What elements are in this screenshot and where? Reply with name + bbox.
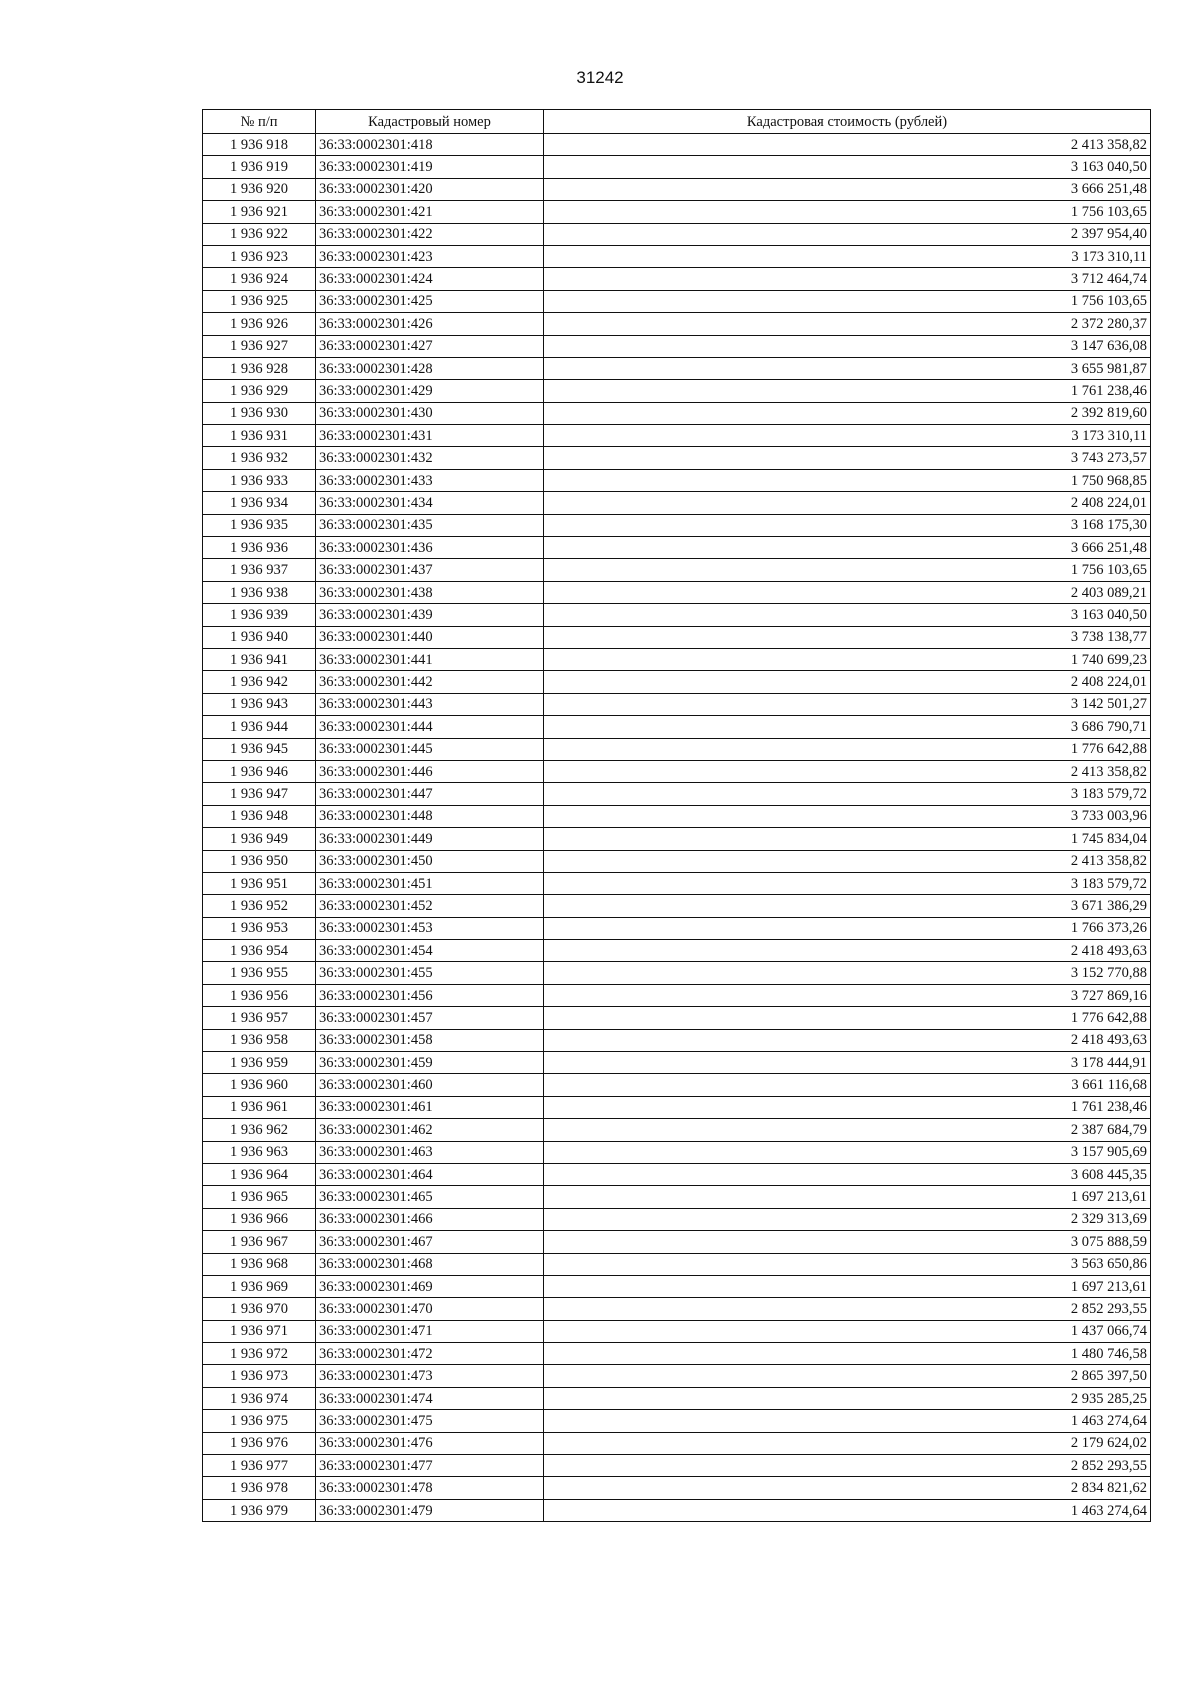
cadastral-number: 36:33:0002301:436 [316,537,544,559]
table-row [203,940,1151,962]
table-row [203,1074,1151,1096]
cadastral-value: 3 743 273,57 [544,447,1151,469]
row-number: 1 936 945 [203,738,316,760]
cadastral-number: 36:33:0002301:458 [316,1029,544,1051]
cadastral-value: 3 686 790,71 [544,716,1151,738]
cadastral-value: 3 183 579,72 [544,872,1151,894]
row-number: 1 936 973 [203,1365,316,1387]
cadastral-number: 36:33:0002301:472 [316,1343,544,1365]
cadastral-value: 3 666 251,48 [544,537,1151,559]
header-row [203,110,1151,134]
cadastral-value: 3 163 040,50 [544,604,1151,626]
table-row [203,1387,1151,1409]
cadastral-value: 3 075 888,59 [544,1231,1151,1253]
table-row [203,156,1151,178]
cadastral-number: 36:33:0002301:441 [316,648,544,670]
row-number: 1 936 932 [203,447,316,469]
cadastral-number: 36:33:0002301:433 [316,469,544,491]
row-number: 1 936 967 [203,1231,316,1253]
cadastral-value: 2 403 089,21 [544,581,1151,603]
row-number: 1 936 957 [203,1007,316,1029]
table-row [203,805,1151,827]
cadastral-number: 36:33:0002301:424 [316,268,544,290]
cadastral-number: 36:33:0002301:450 [316,850,544,872]
table-row [203,604,1151,626]
table-row [203,738,1151,760]
cadastral-value: 2 935 285,25 [544,1387,1151,1409]
table-row [203,648,1151,670]
table-row [203,1343,1151,1365]
row-number: 1 936 926 [203,313,316,335]
row-number: 1 936 929 [203,380,316,402]
row-number: 1 936 923 [203,245,316,267]
table-row [203,380,1151,402]
row-number: 1 936 939 [203,604,316,626]
row-number: 1 936 962 [203,1119,316,1141]
table-row [203,693,1151,715]
cadastral-number: 36:33:0002301:426 [316,313,544,335]
table-row [203,962,1151,984]
cadastral-number: 36:33:0002301:477 [316,1455,544,1477]
cadastral-value: 1 756 103,65 [544,290,1151,312]
cadastral-value: 3 168 175,30 [544,514,1151,536]
row-number: 1 936 959 [203,1052,316,1074]
table-row [203,1275,1151,1297]
row-number: 1 936 924 [203,268,316,290]
table-row [203,514,1151,536]
cadastral-number: 36:33:0002301:463 [316,1141,544,1163]
row-number: 1 936 941 [203,648,316,670]
table-row [203,223,1151,245]
table-row [203,1298,1151,1320]
cadastral-number: 36:33:0002301:425 [316,290,544,312]
row-number: 1 936 954 [203,940,316,962]
cadastral-value: 2 413 358,82 [544,760,1151,782]
table-row [203,760,1151,782]
cadastral-number: 36:33:0002301:419 [316,156,544,178]
cadastral-value: 3 738 138,77 [544,626,1151,648]
table-row [203,1231,1151,1253]
row-number: 1 936 966 [203,1208,316,1230]
row-number: 1 936 977 [203,1455,316,1477]
cadastral-number: 36:33:0002301:475 [316,1410,544,1432]
cadastral-value: 2 852 293,55 [544,1298,1151,1320]
cadastral-number: 36:33:0002301:430 [316,402,544,424]
cadastral-number: 36:33:0002301:432 [316,447,544,469]
table-row [203,626,1151,648]
cadastral-value: 1 463 274,64 [544,1499,1151,1521]
cadastral-value: 1 776 642,88 [544,738,1151,760]
row-number: 1 936 978 [203,1477,316,1499]
table-row [203,1029,1151,1051]
cadastral-value: 2 329 313,69 [544,1208,1151,1230]
cadastral-value: 1 740 699,23 [544,648,1151,670]
table-row [203,1052,1151,1074]
cadastral-value: 2 834 821,62 [544,1477,1151,1499]
cadastral-value: 1 480 746,58 [544,1343,1151,1365]
cadastral-number: 36:33:0002301:439 [316,604,544,626]
row-number: 1 936 956 [203,984,316,1006]
cadastral-value: 3 727 869,16 [544,984,1151,1006]
cadastral-number: 36:33:0002301:457 [316,1007,544,1029]
cadastral-value: 2 408 224,01 [544,671,1151,693]
table-row [203,1253,1151,1275]
cadastral-number: 36:33:0002301:435 [316,514,544,536]
cadastral-number: 36:33:0002301:468 [316,1253,544,1275]
cadastral-number: 36:33:0002301:423 [316,245,544,267]
table-row [203,671,1151,693]
table-row [203,1365,1151,1387]
cadastral-number: 36:33:0002301:464 [316,1163,544,1185]
row-number: 1 936 919 [203,156,316,178]
cadastral-value: 3 671 386,29 [544,895,1151,917]
cadastral-number: 36:33:0002301:456 [316,984,544,1006]
row-number: 1 936 961 [203,1096,316,1118]
table-row [203,984,1151,1006]
table-row [203,559,1151,581]
column-header-number: № п/п [203,110,316,134]
table-row [203,1455,1151,1477]
row-number: 1 936 934 [203,492,316,514]
cadastral-value: 2 372 280,37 [544,313,1151,335]
table-row [203,1320,1151,1342]
row-number: 1 936 947 [203,783,316,805]
row-number: 1 936 928 [203,357,316,379]
cadastral-number: 36:33:0002301:443 [316,693,544,715]
table-row [203,1096,1151,1118]
table-row [203,245,1151,267]
row-number: 1 936 958 [203,1029,316,1051]
table-row [203,1499,1151,1521]
row-number: 1 936 955 [203,962,316,984]
table-row [203,872,1151,894]
table-row [203,1141,1151,1163]
cadastral-number: 36:33:0002301:460 [316,1074,544,1096]
row-number: 1 936 931 [203,425,316,447]
table-row [203,828,1151,850]
cadastral-value-table [202,109,1151,1522]
row-number: 1 936 942 [203,671,316,693]
row-number: 1 936 937 [203,559,316,581]
cadastral-value: 3 666 251,48 [544,178,1151,200]
cadastral-value: 3 163 040,50 [544,156,1151,178]
column-header-cadastral-value: Кадастровая стоимость (рублей) [544,110,1151,134]
page-number: 31242 [576,68,624,87]
row-number: 1 936 925 [203,290,316,312]
row-number: 1 936 975 [203,1410,316,1432]
cadastral-number: 36:33:0002301:479 [316,1499,544,1521]
row-number: 1 936 963 [203,1141,316,1163]
cadastral-number: 36:33:0002301:447 [316,783,544,805]
cadastral-value: 1 756 103,65 [544,201,1151,223]
row-number: 1 936 974 [203,1387,316,1409]
cadastral-value: 1 776 642,88 [544,1007,1151,1029]
table-row [203,290,1151,312]
cadastral-number: 36:33:0002301:471 [316,1320,544,1342]
table-row [203,469,1151,491]
cadastral-number: 36:33:0002301:465 [316,1186,544,1208]
row-number: 1 936 927 [203,335,316,357]
cadastral-number: 36:33:0002301:429 [316,380,544,402]
cadastral-value: 3 183 579,72 [544,783,1151,805]
cadastral-value: 2 418 493,63 [544,940,1151,962]
cadastral-number: 36:33:0002301:476 [316,1432,544,1454]
cadastral-number: 36:33:0002301:451 [316,872,544,894]
cadastral-number: 36:33:0002301:421 [316,201,544,223]
cadastral-number: 36:33:0002301:448 [316,805,544,827]
row-number: 1 936 918 [203,134,316,156]
cadastral-number: 36:33:0002301:453 [316,917,544,939]
cadastral-value: 3 655 981,87 [544,357,1151,379]
cadastral-number: 36:33:0002301:470 [316,1298,544,1320]
cadastral-value: 3 563 650,86 [544,1253,1151,1275]
cadastral-number: 36:33:0002301:449 [316,828,544,850]
cadastral-value: 2 387 684,79 [544,1119,1151,1141]
row-number: 1 936 920 [203,178,316,200]
table-row [203,1477,1151,1499]
cadastral-number: 36:33:0002301:428 [316,357,544,379]
cadastral-value: 2 392 819,60 [544,402,1151,424]
row-number: 1 936 943 [203,693,316,715]
row-number: 1 936 940 [203,626,316,648]
table-row [203,895,1151,917]
cadastral-number: 36:33:0002301:431 [316,425,544,447]
table-row [203,1208,1151,1230]
row-number: 1 936 952 [203,895,316,917]
cadastral-value: 3 147 636,08 [544,335,1151,357]
table-row [203,268,1151,290]
cadastral-value: 1 745 834,04 [544,828,1151,850]
row-number: 1 936 948 [203,805,316,827]
table-row [203,402,1151,424]
table-row [203,1432,1151,1454]
cadastral-value: 2 413 358,82 [544,850,1151,872]
row-number: 1 936 922 [203,223,316,245]
cadastral-number: 36:33:0002301:469 [316,1275,544,1297]
table-header [203,110,1151,134]
cadastral-number: 36:33:0002301:455 [316,962,544,984]
cadastral-number: 36:33:0002301:478 [316,1477,544,1499]
cadastral-value: 1 761 238,46 [544,380,1151,402]
cadastral-number: 36:33:0002301:466 [316,1208,544,1230]
cadastral-value: 1 697 213,61 [544,1275,1151,1297]
row-number: 1 936 935 [203,514,316,536]
cadastral-value: 1 750 968,85 [544,469,1151,491]
table-row [203,581,1151,603]
row-number: 1 936 951 [203,872,316,894]
cadastral-number: 36:33:0002301:444 [316,716,544,738]
cadastral-value: 2 418 493,63 [544,1029,1151,1051]
row-number: 1 936 921 [203,201,316,223]
row-number: 1 936 946 [203,760,316,782]
table-row [203,335,1151,357]
row-number: 1 936 972 [203,1343,316,1365]
cadastral-value: 3 142 501,27 [544,693,1151,715]
row-number: 1 936 936 [203,537,316,559]
cadastral-value: 1 766 373,26 [544,917,1151,939]
table-row [203,1119,1151,1141]
cadastral-value: 1 463 274,64 [544,1410,1151,1432]
cadastral-number: 36:33:0002301:442 [316,671,544,693]
row-number: 1 936 979 [203,1499,316,1521]
row-number: 1 936 953 [203,917,316,939]
row-number: 1 936 968 [203,1253,316,1275]
row-number: 1 936 965 [203,1186,316,1208]
cadastral-number: 36:33:0002301:427 [316,335,544,357]
table-row [203,716,1151,738]
row-number: 1 936 938 [203,581,316,603]
table-row [203,357,1151,379]
cadastral-value: 3 733 003,96 [544,805,1151,827]
cadastral-value: 1 761 238,46 [544,1096,1151,1118]
table-row [203,1163,1151,1185]
cadastral-number: 36:33:0002301:418 [316,134,544,156]
cadastral-value: 3 173 310,11 [544,245,1151,267]
cadastral-value: 2 179 624,02 [544,1432,1151,1454]
row-number: 1 936 930 [203,402,316,424]
cadastral-value: 3 173 310,11 [544,425,1151,447]
table-row [203,537,1151,559]
cadastral-value: 2 408 224,01 [544,492,1151,514]
cadastral-number: 36:33:0002301:434 [316,492,544,514]
cadastral-value: 3 178 444,91 [544,1052,1151,1074]
row-number: 1 936 949 [203,828,316,850]
row-number: 1 936 944 [203,716,316,738]
cadastral-value: 3 712 464,74 [544,268,1151,290]
cadastral-number: 36:33:0002301:438 [316,581,544,603]
cadastral-value: 2 852 293,55 [544,1455,1151,1477]
table-row [203,201,1151,223]
cadastral-value: 2 397 954,40 [544,223,1151,245]
row-number: 1 936 971 [203,1320,316,1342]
cadastral-number: 36:33:0002301:420 [316,178,544,200]
cadastral-value: 3 157 905,69 [544,1141,1151,1163]
cadastral-value: 2 865 397,50 [544,1365,1151,1387]
cadastral-number: 36:33:0002301:452 [316,895,544,917]
row-number: 1 936 970 [203,1298,316,1320]
cadastral-number: 36:33:0002301:461 [316,1096,544,1118]
row-number: 1 936 969 [203,1275,316,1297]
table-row [203,1186,1151,1208]
cadastral-value: 3 608 445,35 [544,1163,1151,1185]
cadastral-number: 36:33:0002301:473 [316,1365,544,1387]
cadastral-value: 1 437 066,74 [544,1320,1151,1342]
row-number: 1 936 960 [203,1074,316,1096]
cadastral-number: 36:33:0002301:446 [316,760,544,782]
cadastral-number: 36:33:0002301:462 [316,1119,544,1141]
row-number: 1 936 964 [203,1163,316,1185]
cadastral-number: 36:33:0002301:437 [316,559,544,581]
cadastral-value: 3 661 116,68 [544,1074,1151,1096]
cadastral-number: 36:33:0002301:467 [316,1231,544,1253]
row-number: 1 936 933 [203,469,316,491]
table-row [203,850,1151,872]
cadastral-number: 36:33:0002301:445 [316,738,544,760]
cadastral-value: 1 697 213,61 [544,1186,1151,1208]
cadastral-value: 3 152 770,88 [544,962,1151,984]
table-row [203,134,1151,156]
row-number: 1 936 950 [203,850,316,872]
column-header-cadastral-number: Кадастровый номер [316,110,544,134]
table-row [203,178,1151,200]
cadastral-number: 36:33:0002301:474 [316,1387,544,1409]
row-number: 1 936 976 [203,1432,316,1454]
cadastral-value: 1 756 103,65 [544,559,1151,581]
table-row [203,1007,1151,1029]
table-row [203,425,1151,447]
table-row [203,313,1151,335]
cadastral-value: 2 413 358,82 [544,134,1151,156]
cadastral-number: 36:33:0002301:459 [316,1052,544,1074]
table-row [203,447,1151,469]
table-row [203,492,1151,514]
cadastral-number: 36:33:0002301:422 [316,223,544,245]
table-body [203,134,1151,1522]
table-row [203,917,1151,939]
table-row [203,783,1151,805]
cadastral-number: 36:33:0002301:454 [316,940,544,962]
table-row [203,1410,1151,1432]
cadastral-number: 36:33:0002301:440 [316,626,544,648]
